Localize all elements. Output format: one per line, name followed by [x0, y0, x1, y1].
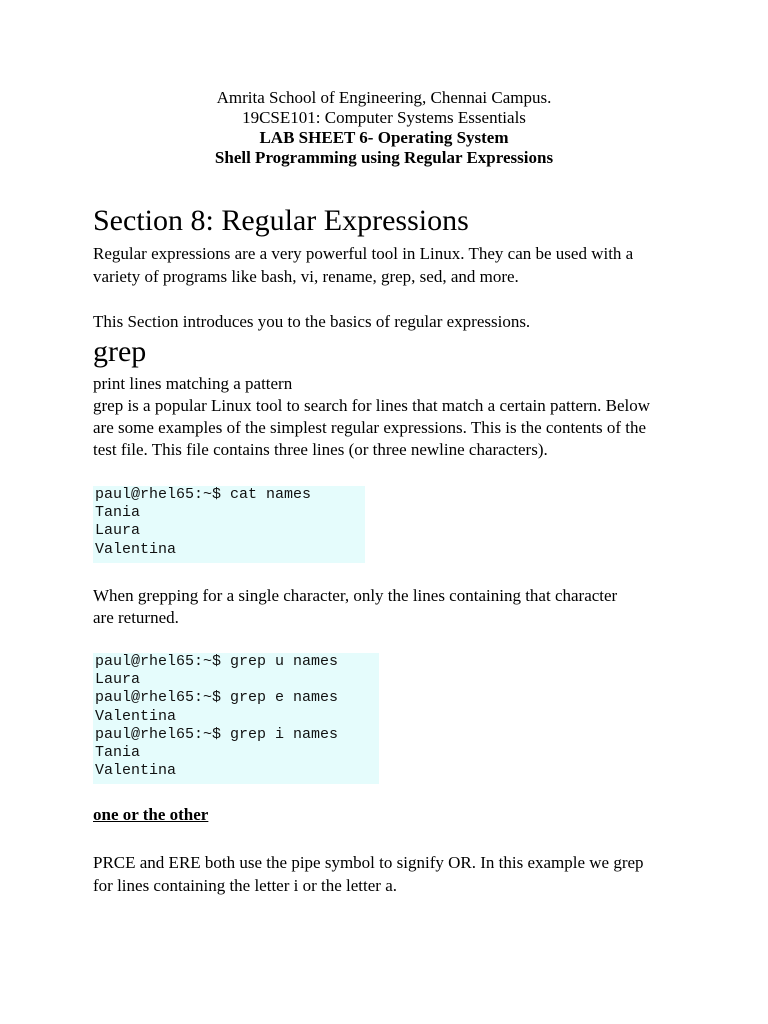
intro-line-2: variety of programs like bash, vi, rename, grep, sed, and more. — [93, 267, 519, 286]
code-line: paul@rhel65:~$ grep i names — [95, 725, 339, 743]
single-char-line-1: When grepping for a single character, only the lines containing that character — [93, 586, 618, 605]
grep-description: print lines matching a pattern — [93, 374, 293, 393]
intro-paragraph-2: This Section introduces you to the basics of regular expressions. — [93, 312, 531, 331]
code-line: paul@rhel65:~$ cat names — [95, 486, 312, 503]
one-or-other-heading: one or the other — [93, 805, 209, 824]
code-line: Valentina — [95, 707, 177, 725]
course-line: 19CSE101: Computer Systems Essentials — [242, 108, 526, 127]
code-line: Tania — [95, 744, 141, 762]
or-text-line-2: for lines containing the letter i or the letter a. — [93, 876, 397, 895]
document-header — [0, 88, 768, 168]
grep-text-line-3: test file. This file contains three lines (or three newline characters). — [93, 440, 548, 459]
or-text-line-1: PRCE and ERE both use the pipe symbol to signify OR. In this example we grep — [93, 853, 644, 872]
code-line: paul@rhel65:~$ grep u names — [95, 653, 339, 670]
code-line: Valentina — [95, 762, 177, 780]
code-line: Laura — [95, 522, 141, 540]
code-line: Valentina — [95, 540, 177, 558]
single-char-line-2: are returned. — [93, 608, 179, 627]
code-line: Tania — [95, 504, 141, 522]
grep-heading: grep — [93, 335, 147, 368]
code-line: paul@rhel65:~$ grep e names — [95, 689, 339, 707]
institution-line: Amrita School of Engineering, Chennai Campus. — [216, 88, 552, 107]
code-block-grep-chars — [93, 653, 379, 784]
lab-sheet-subtitle: Shell Programming using Regular Expressions — [214, 148, 554, 167]
lab-sheet-title: LAB SHEET 6- Operating System — [259, 128, 509, 147]
section-title: Section 8: Regular Expressions — [93, 204, 469, 237]
code-line: Laura — [95, 671, 141, 689]
grep-text-line-1: grep is a popular Linux tool to search for lines that match a certain pattern. Below — [93, 396, 651, 415]
code-block-cat-names — [93, 486, 365, 563]
intro-line-1: Regular expressions are a very powerful tool in Linux. They can be used with a — [93, 244, 634, 263]
grep-text-line-2: are some examples of the simplest regular expressions. This is the contents of the — [93, 418, 646, 437]
